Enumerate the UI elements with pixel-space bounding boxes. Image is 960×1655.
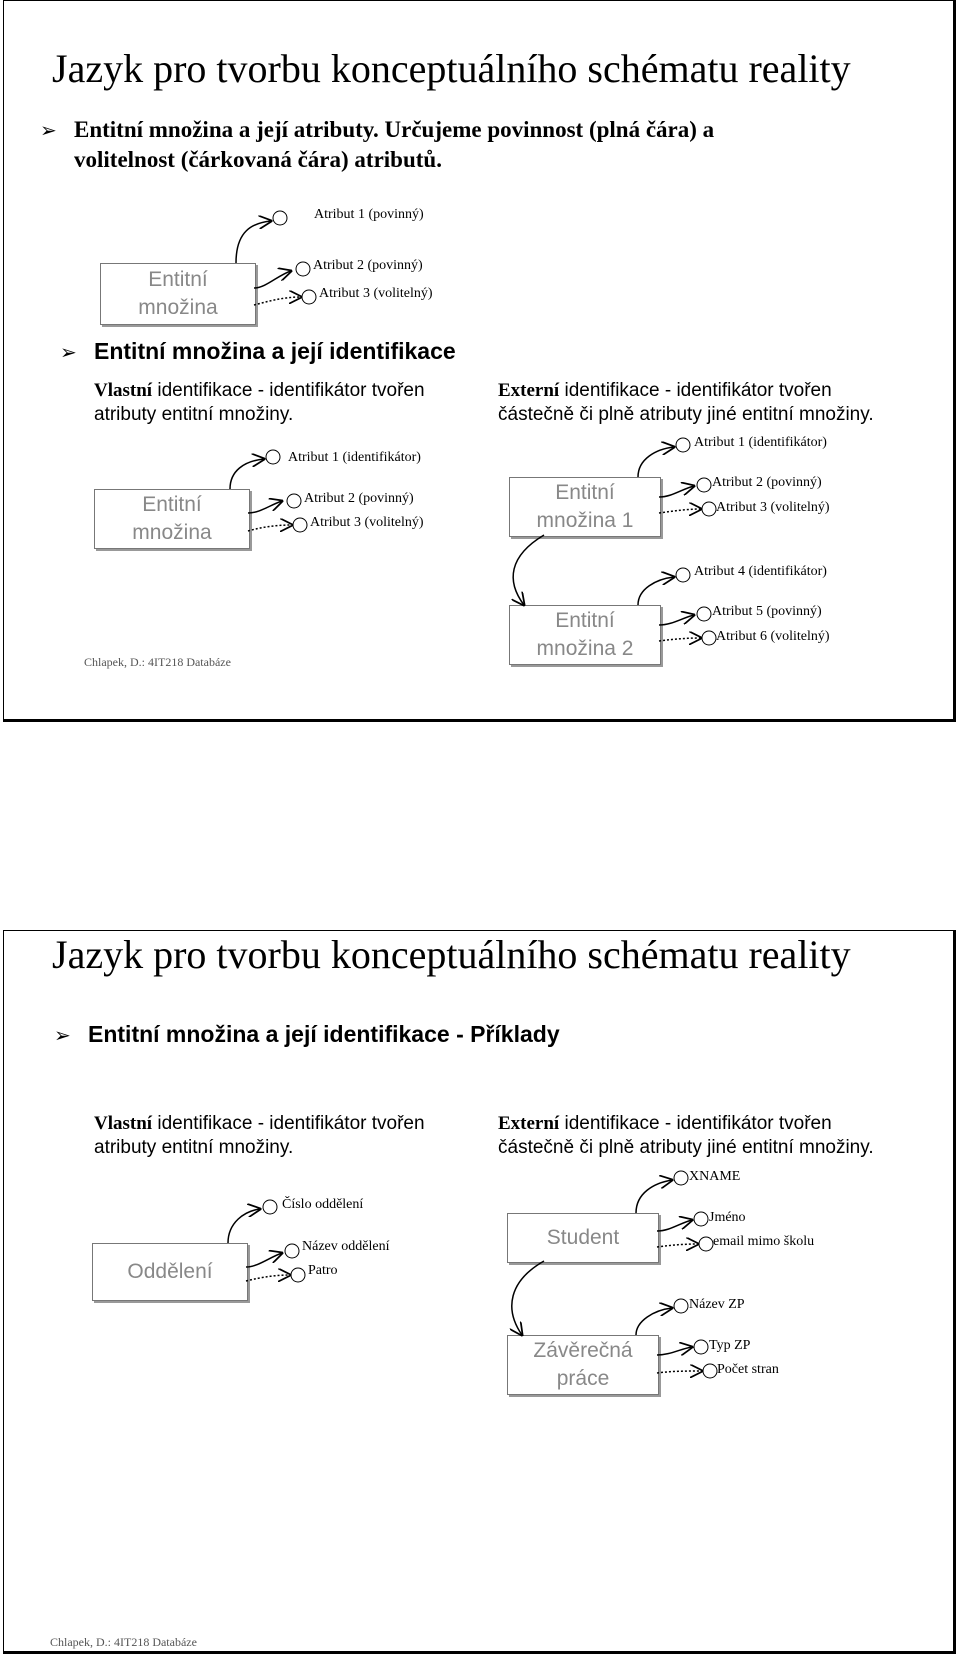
slide-title: Jazyk pro tvorbu konceptuálního schématu reality	[52, 932, 851, 977]
entity-label: Entitní	[142, 493, 202, 516]
entity-label: množina	[132, 521, 212, 544]
own-identification-text-line2: atributy entitní množiny.	[94, 1137, 294, 1158]
attribute-label: Typ ZP	[709, 1338, 751, 1353]
arrow-bullet-icon: ➢	[40, 118, 57, 142]
attribute-label: Číslo oddělení	[282, 1197, 364, 1212]
text: identifikace - identifikátor tvořen	[152, 380, 425, 401]
entity-label: Student	[546, 1226, 620, 1249]
attribute-label: Atribut 1 (povinný)	[314, 207, 424, 222]
attribute-label: Atribut 3 (volitelný)	[310, 515, 424, 530]
attribute-label: email mimo školu	[713, 1234, 815, 1249]
entity-label: množina 1	[536, 509, 634, 532]
slide-1	[3, 0, 956, 722]
attribute-label: Atribut 4 (identifikátor)	[694, 564, 827, 579]
entity-label: množina	[138, 296, 218, 319]
attribute-label: Název oddělení	[302, 1239, 390, 1254]
attribute-label: Patro	[308, 1263, 338, 1278]
bold-term: Externí	[498, 380, 560, 401]
attribute-label: Atribut 5 (povinný)	[712, 604, 822, 619]
connector-lines	[4, 1, 957, 723]
slide-2	[3, 930, 956, 1654]
attribute-label: Atribut 3 (volitelný)	[319, 286, 433, 301]
attribute-label: Atribut 1 (identifikátor)	[694, 435, 827, 450]
bullet-text: Entitní množina a její atributy. Určujeme povinnost (plná čára) a	[74, 117, 715, 142]
entity-label: práce	[556, 1367, 610, 1390]
bullet-text: Entitní množina a její identifikace - Příklady	[88, 1021, 560, 1047]
attribute-label: XNAME	[689, 1169, 741, 1184]
attribute-label: Název ZP	[689, 1297, 745, 1312]
entity-label: Entitní	[148, 268, 208, 291]
slide-title: Jazyk pro tvorbu konceptuálního schématu reality	[52, 46, 851, 91]
arrow-bullet-icon: ➢	[54, 1023, 71, 1047]
attribute-label: Atribut 3 (volitelný)	[716, 500, 830, 515]
entity-label: Entitní	[555, 481, 615, 504]
text: identifikace - identifikátor tvořen	[152, 1113, 425, 1134]
attribute-label: Atribut 2 (povinný)	[304, 491, 414, 506]
arrow-bullet-icon: ➢	[60, 340, 77, 364]
external-identification-text-line2: částečně či plně atributy jiné entitní množiny.	[498, 404, 874, 425]
entity-label: Entitní	[555, 609, 615, 632]
connector-lines	[4, 931, 957, 1655]
footer: Chlapek, D.: 4IT218 Databáze	[50, 1635, 197, 1649]
bullet-text: Entitní množina a její identifikace	[94, 338, 456, 364]
text: identifikace - identifikátor tvořen	[559, 380, 832, 401]
attribute-label: Atribut 2 (povinný)	[313, 258, 423, 273]
attribute-label: Jméno	[709, 1210, 746, 1225]
bullet-attributes-line2: volitelnost (čárkovaná čára) atributů.	[74, 147, 442, 172]
attribute-label: Atribut 6 (volitelný)	[716, 629, 830, 644]
external-identification-text-line2: částečně či plně atributy jiné entitní množiny.	[498, 1137, 874, 1158]
attribute-label: Atribut 2 (povinný)	[712, 475, 822, 490]
bold-term: Externí	[498, 1113, 560, 1134]
entity-label: Závěrečná	[533, 1339, 633, 1362]
text: identifikace - identifikátor tvořen	[559, 1113, 832, 1134]
own-identification-text-line2: atributy entitní množiny.	[94, 404, 294, 425]
entity-label: množina 2	[536, 637, 634, 660]
attribute-label: Počet stran	[717, 1362, 779, 1377]
footer: Chlapek, D.: 4IT218 Databáze	[84, 655, 231, 669]
attribute-label: Atribut 1 (identifikátor)	[288, 450, 421, 465]
bold-term: Vlastní	[94, 380, 153, 401]
bold-term: Vlastní	[94, 1113, 153, 1134]
entity-label: Oddělení	[127, 1260, 213, 1283]
